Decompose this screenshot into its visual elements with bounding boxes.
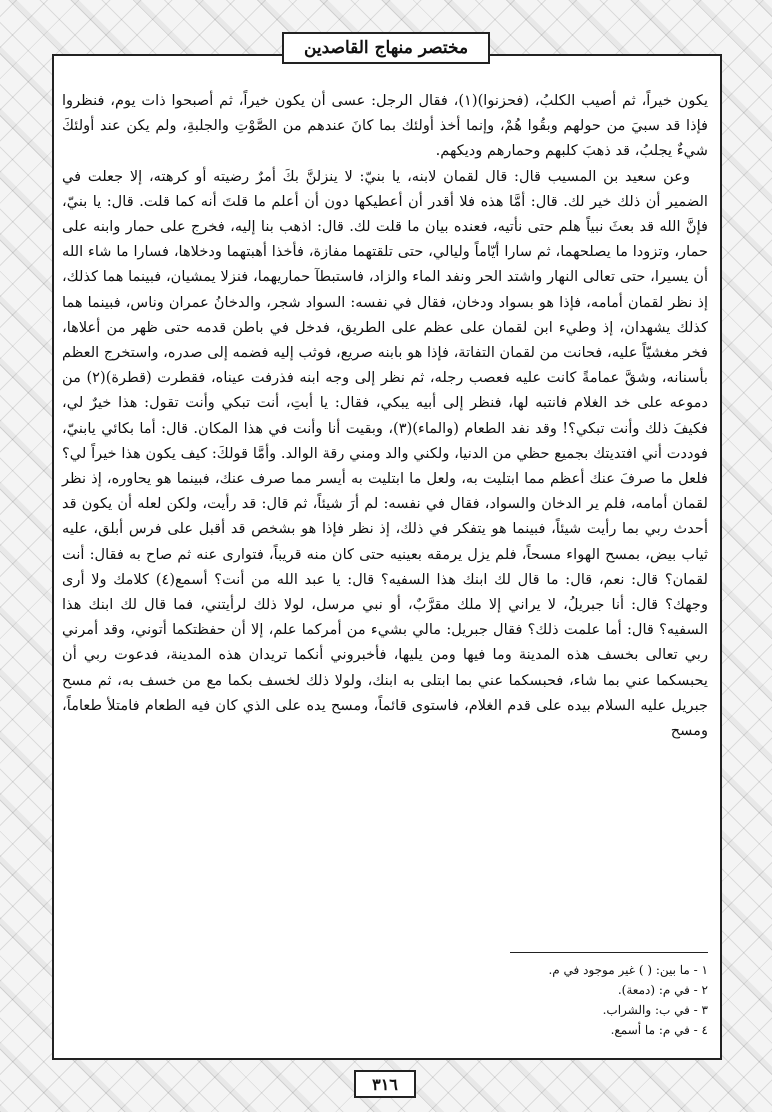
running-header: [282, 32, 490, 64]
footnotes: [380, 960, 708, 1040]
paragraph: يكون خيراً، ثم أصيب الكلبُ، (فحزنوا)(١)، فقال الرجل: عسى أن يكون خيراً، ثم أصبحوا ذات يوم، فنظروا فإذا قد سبيَ من حولهم وبقُوا هُمْ، وإنما أخذ أولئك بما كانَ عندهم من الصَّوْتِ والجلبةِ، ولم يكن عند أولئكَ شيءٌ يجلبُ، قد ذهبَ كلبهم وحمارهم وديكهم.: [62, 92, 708, 160]
page-number: ٣١٦: [372, 1074, 398, 1094]
footnote: ١ - ما بين: ( ) غير موجود في م.: [548, 963, 708, 977]
page-number-box: [354, 1070, 416, 1098]
main-text: [62, 88, 708, 743]
footnote: ٣ - في ب: والشراب.: [602, 1003, 708, 1017]
footnote: ٤ - في م: ما أسمع.: [610, 1023, 708, 1037]
footnote: ٢ - في م: (دمعة).: [617, 983, 708, 997]
footnote-separator: [510, 952, 708, 953]
paragraph: وعن سعيد بن المسيب قال: قال لقمان لابنه، يا بنيّ: لا ينزلنَّ بكَ أمرٌ رضيته أو كرهته، إلا جعلت في الضمير أن ذلك خير لك. قال: أمَّا هذه فلا أقدر أن أعطيكها دون أن أعلم ما قلتَ أنه كما قلت. قال: يا بنيّ، فإنَّ الله قد بعثَ نبياً هلم حتى نأتيه، فعنده بيان ما قلت لك. قال: اذهب بنا إليه، فخرج على حمار وابنه على حمار، وتزودا ما يصلحهما، ثم سارا أيّاماً وليالي، حتى تلقتهما مفازة، فأخذا أهبتهما ودخلاها، فسارا ما شاء الله أن يسيرا، حتى تعالى النهار واشتد الحر ونفد الماء والزاد، فاستبطآ حماريهما، فنزلا يمشيان، فبينما هما كذلك، إذ نظر لقمان أمامه، فإذا هو بسواد ودخان، فقال في نفسه: السواد شجر، والدخانُ عمران وناس، فبينما هما كذلك يشهدان، إذ وطيء ابن لقمان على عظم على الطريق، فدخل في باطن قدمه حتى ظهر من أعلاها، فخر مغشيّاً عليه، فحانت من لقمان التفاتة، فإذا هو بابنه صريع، فوثب إليه فضمه إلى صدره، واستخرج العظم بأسنانه، وشقَّ عمامةً كانت عليه فعصب رجله، ثم نظر إلى وجه ابنه فذرفت عيناه، فقطرت (قطرة)(٢) من دموعه على خد الغلام فانتبه لها، فنظر إلى أبيه يبكي، فقال: يا أبتِ، أنت تبكي وأنت تقول: هذا خيرٌ لي، فكيفَ ذلك وأنت تبكي؟! وقد نفد الطعام (والماء)(٣)، وبقيت أنا وأنت في هذا المكان. قال: أما بكائي يابنيّ، فوددت أني افتديتك بجميع حظي من الدنيا، ولكني والد ومني رقة الوالد. وأمَّا قولكَ: كيف يكون هذا خيراً لي؟ فلعل ما صرفَ عنك أعظم مما ابتليت به، ولعل ما ابتليت به أيسر مما صرف عنك، فبينما هو يحاوره، إذ نظر لقمان أمامه، فلم ير الدخان والسواد، فقال في نفسه: لم أرَ شيئاً، ثم قال: قد رأيت، ولكن لعله أن يكون قد أحدث ربي بما رأيت شيئاً، فبينما هو يتفكر في ذلك، إذ نظر فإذا هو بشخص قد أقبل على فرس أبلق، عليه ثياب بيض، بمسح الهواء مسحاً، فلم يزل يرمقه بعينيه حتى كان منه قريباً، فتوارى عنه ثم صاح به فقال: أنت لقمان؟ قال: نعم، قال: ما قال لك ابنك هذا السفيه؟ قال: يا عبد الله من أنت؟ أسمع(٤) كلامك ولا أرى وجهك؟ قال: أنا جبريلُ، لا يراني إلا ملك مقرَّبٌ، أو نبي مرسل، لولا ذلك لرأيتني، فما قال لك ابنك هذا السفيه؟ قال: أما علمت ذلك؟ فقال جبريل: مالي بشيء من أمركما علم، إلا أن حفظتكما أتوني، وقد أمرني ربي تعالى بخسف هذه المدينة وما فيها ومن يليها، فأخبروني أنكما تريدان هذه المدينة، فدعوت ربي أن يحبسكما عني بما شاء، فحبسكما عني بما ابتلى به ابنك، ولولا ذلك لخسف بكما مع من خسف به، ثم مسح جبريل عليه السلام بيده على قدم الغلام، فاستوى قائماً، ومسح يده على الذي كان فيه الطعام فامتلأ طعاماً، ومسح: [62, 167, 708, 740]
book-title: مختصر منهاج القاصدين: [303, 38, 469, 58]
